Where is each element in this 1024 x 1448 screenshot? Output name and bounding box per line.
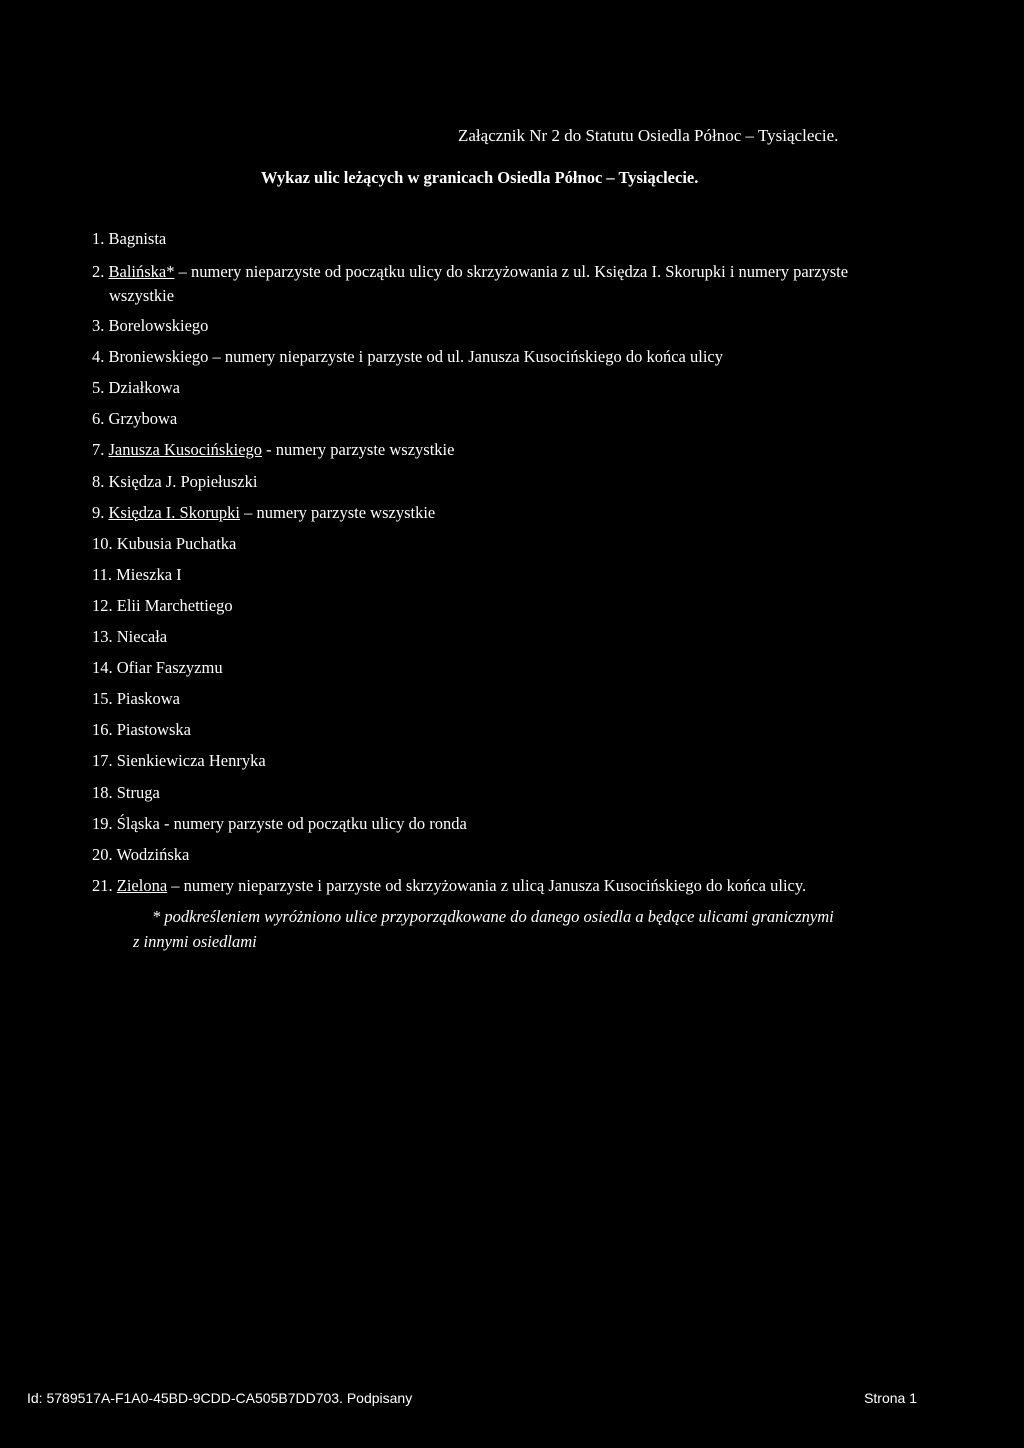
street-name: Grzybowa [108,409,178,429]
item-number: 6. [92,409,105,429]
street-name: Piaskowa [116,689,180,709]
street-description: – numery parzyste wszystkie [240,502,436,522]
list-item [92,503,972,523]
item-number: 11. [92,564,113,584]
list-item [92,689,972,709]
street-description: - numery parzyste od początku ulicy do ronda [159,813,467,833]
street-description-continued: wszystkie [109,286,175,306]
list-item [92,783,972,803]
item-number: 13. [92,627,113,647]
list-item [92,596,972,616]
street-name: Elii Marchettiego [116,595,233,615]
list-item [92,440,972,460]
document-title: Wykaz ulic leżących w granicach Osiedla Północ – Tysiąclecie. [261,168,699,187]
street-name: Sienkiewicza Henryka [116,751,266,771]
street-name: Działkowa [108,378,180,398]
annex-heading: Załącznik Nr 2 do Statutu Osiedla Północ – Tysiąclecie. [458,126,839,145]
list-item [92,845,972,865]
street-name: Księdza J. Popiełuszki [108,471,258,491]
item-number: 19. [92,813,113,833]
page-number: Strona 1 [864,1390,917,1406]
item-number: 4. [92,347,105,367]
street-name-underlined: Księdza I. Skorupki [108,502,241,522]
list-item [92,658,972,678]
item-number: 7. [92,440,105,460]
item-number: 10. [92,533,113,553]
list-item [92,876,972,896]
street-name: Broniewskiego [108,347,209,367]
item-number: 3. [92,316,105,336]
item-number: 18. [92,782,113,802]
item-number: 17. [92,751,113,771]
street-description: – numery nieparzyste i parzyste od ul. Janusza Kusocińskiego do końca ulicy [208,347,723,367]
street-name: Ofiar Faszyzmu [116,658,223,678]
item-number: 15. [92,689,113,709]
street-name-underlined: Zielona [116,875,168,895]
item-number: 1. [92,229,105,248]
item-number: 5. [92,378,105,398]
street-description: - numery parzyste wszystkie [262,440,455,460]
street-description: – numery nieparzyste od początku ulicy do skrzyżowania z ul. Księdza I. Skorupki i numery parzyste [174,262,849,282]
street-name: Kubusia Puchatka [116,533,237,553]
list-item [92,316,972,336]
document-id: Id: 5789517A-F1A0-45BD-9CDD-CA505B7DD703. Podpisany [27,1390,413,1406]
list-item [92,627,972,647]
street-name: Śląska [116,813,160,833]
item-number: 12. [92,595,113,615]
street-name-underlined: Balińska* [108,262,175,282]
street-name: Wodzińska [116,844,190,864]
list-item [92,378,972,398]
footnote [133,904,933,954]
list-item [92,472,972,492]
list-item [92,534,972,554]
item-number: 8. [92,471,105,491]
list-item [92,409,972,429]
street-name: Struga [116,782,160,802]
item-number: 21. [92,875,113,895]
street-name: Mieszka I [116,564,182,584]
street-name: Borelowskiego [108,316,209,336]
list-item [92,347,972,367]
item-number: 14. [92,658,113,678]
street-name: Bagnista [108,229,167,248]
list-item [92,814,972,834]
item-number: 20. [92,844,113,864]
street-name: Piastowska [116,720,191,740]
list-item [92,751,972,771]
street-name-underlined: Janusza Kusocińskiego [108,440,263,460]
list-item [92,720,972,740]
list-item [92,565,972,585]
item-number: 9. [92,502,105,522]
footnote-line-2: z innymi osiedlami [133,932,257,951]
street-list [92,229,972,907]
street-name: Niecała [116,627,168,647]
street-description: – numery nieparzyste i parzyste od skrzyżowania z ulicą Janusza Kusocińskiego do końca ulicy. [167,875,807,895]
item-number: 2. [92,262,105,282]
list-item [92,260,972,308]
list-item [92,229,972,249]
footnote-line-1: * podkreśleniem wyróżniono ulice przyporządkowane do danego osiedla a będące ulicami granicznymi [152,907,834,926]
item-number: 16. [92,720,113,740]
